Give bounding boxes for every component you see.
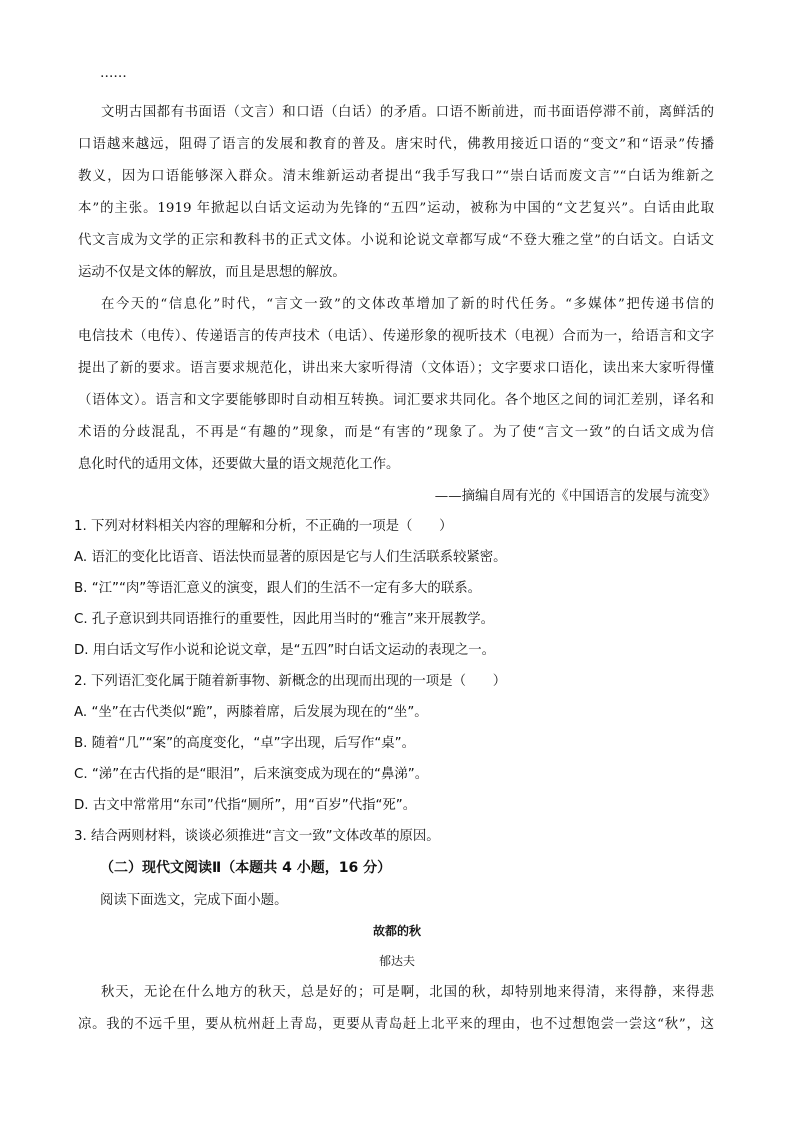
option-d: D. 用白话文写作小说和论说文章，是“五四”时白话文运动的表现之一。 bbox=[74, 643, 496, 658]
text-line: 本”的主张。1919 年掀起以白话文运动为先锋的“五四”运动，被称为中国的“文艺复兴”。白话由此取 bbox=[78, 201, 714, 216]
text-line: 文明古国都有书面语（文言）和口语（白话）的矛盾。口语不断前进，而书面语停滞不前，离鲜活的 bbox=[101, 105, 714, 120]
question-stem: 1. 下列对材料相关内容的理解和分析，不正确的一项是（ ） bbox=[74, 519, 453, 534]
text-line: （语体文）。语言和文字要能够即时自动相互转换。词汇要求共同化。各个地区之间的词汇差别，译名和 bbox=[78, 393, 714, 408]
text-line: 凉。我的不远千里，要从杭州赶上青岛，更要从青岛赶上北平来的理由，也不过想饱尝一尝这“秋”，这 bbox=[78, 1017, 714, 1032]
text-line: 术语的分歧混乱，不再是“有趣的”现象，而是“有害的”现象了。为了使“言文一致”的白话文成为信 bbox=[78, 425, 714, 440]
text-line: 教义，因为口语能够深入群众。清末维新运动者提出“我手写我口”“崇白话而废文言”“白话为维新之 bbox=[78, 169, 714, 184]
option-b: B. 随着“几”“案”的高度变化，“卓”字出现，后写作“桌”。 bbox=[74, 736, 416, 751]
text-line: 在今天的“信息化”时代，“言文一致”的文体改革增加了新的时代任务。“多媒体”把传递书信的 bbox=[101, 297, 714, 312]
essay-title: 故都的秋 bbox=[372, 924, 421, 938]
text-line: 电信技术（电传）、传递语言的传声技术（电话）、传递形象的视听技术（电视）合而为一，给语言和文字 bbox=[78, 329, 714, 344]
text-line: 运动不仅是文体的解放，而且是思想的解放。 bbox=[78, 265, 346, 280]
question-3: 3. 结合两则材料，谈谈必须推进“言文一致”文体改革的原因。 bbox=[74, 829, 440, 844]
option-b: B. “江”“肉”等语汇意义的演变，跟人们的生活不一定有多大的联系。 bbox=[74, 581, 481, 596]
option-d: D. 古文中常常用“东司”代指“厕所”，用“百岁”代指“死”。 bbox=[74, 798, 417, 813]
section-heading: （二）现代文阅读Ⅱ（本题共 4 小题，16 分） bbox=[100, 860, 392, 876]
essay-author: 郁达夫 bbox=[378, 954, 415, 968]
text-line: 秋天，无论在什么地方的秋天，总是好的；可是啊，北国的秋，却特别地来得清，来得静，来得悲 bbox=[101, 985, 714, 1000]
option-a: A. 语汇的变化比语音、语法快而显著的原因是它与人们生活联系较紧密。 bbox=[74, 550, 507, 565]
option-c: C. “涕”在古代指的是“眼泪”，后来演变成为现在的“鼻涕”。 bbox=[74, 767, 429, 782]
option-c: C. 孔子意识到共同语推行的重要性，因此用当时的“雅言”来开展教学。 bbox=[74, 612, 495, 627]
text-line: 口语越来越远，阻碍了语言的发展和教育的普及。唐宋时代，佛教用接近口语的“变文”和“语录”传播 bbox=[78, 137, 714, 152]
text-line: 提出了新的要求。语言要求规范化，讲出来大家听得清（文体语）；文字要求口语化，读出来大家听得懂 bbox=[78, 361, 714, 376]
text-line: 代文言成为文学的正宗和教科书的正式文体。小说和论说文章都写成“不登大雅之堂”的白话文。白话文 bbox=[78, 233, 714, 248]
ellipsis: …… bbox=[100, 66, 127, 81]
source-citation: ——摘编自周有光的《中国语言的发展与流变》 bbox=[434, 489, 716, 504]
reading-instruction: 阅读下面选文，完成下面小题。 bbox=[100, 893, 288, 908]
text-line: 息化时代的适用文体，还要做大量的语文规范化工作。 bbox=[78, 457, 400, 472]
question-stem: 2. 下列语汇变化属于随着新事物、新概念的出现而出现的一项是（ ） bbox=[74, 674, 507, 689]
option-a: A. “坐”在古代类似“跪”，两膝着席，后发展为现在的“坐”。 bbox=[74, 705, 428, 720]
